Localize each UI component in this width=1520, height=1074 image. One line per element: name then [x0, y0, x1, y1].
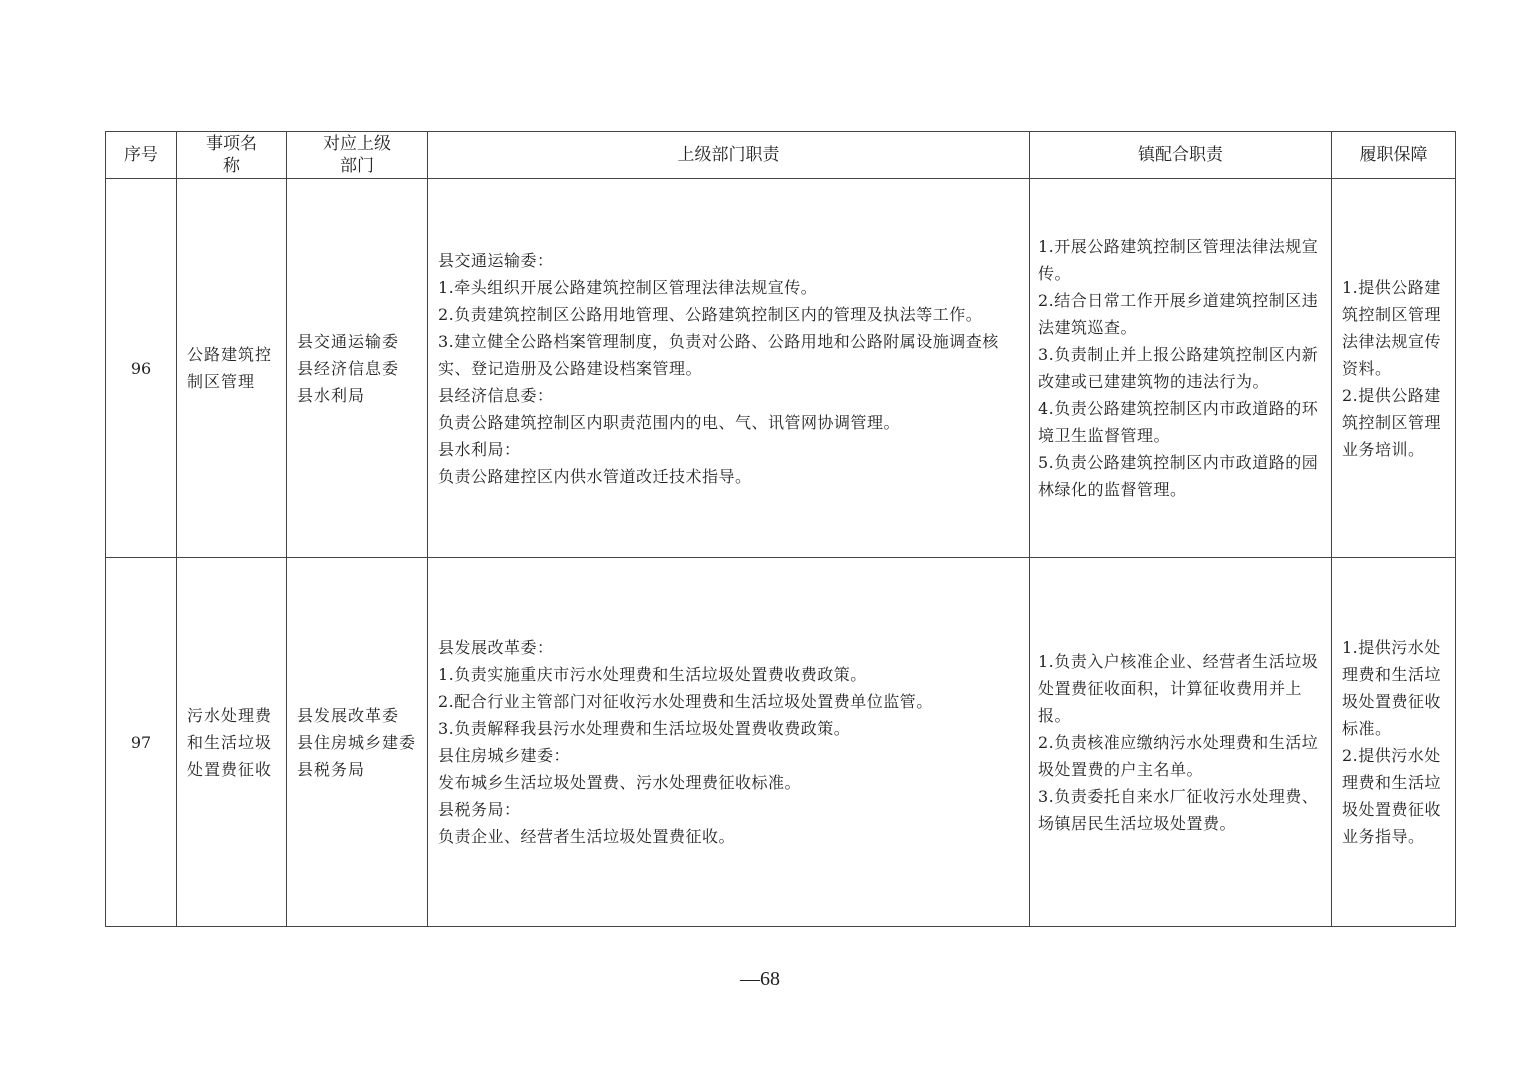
- upper-duty-line: 县住房城乡建委：: [438, 746, 571, 765]
- table-row: [106, 558, 1456, 927]
- upper-duty-line: 负责企业、经营者生活垃圾处置费征收。: [438, 827, 736, 846]
- duty-table: [105, 131, 1456, 927]
- guarantee-line: 2.提供公路建筑控制区管理业务培训。: [1342, 385, 1442, 459]
- header-dept: 对应上级部门: [287, 132, 428, 179]
- dept-cell: [287, 558, 428, 927]
- dept-line: 县交通运输委: [297, 331, 400, 351]
- upper-duty-line: 3.建立健全公路档案管理制度，负责对公路、公路用地和公路附属设施调查核实、登记造册及公路建设档案管理。: [438, 331, 999, 378]
- upper-duty-line: 县经济信息委：: [438, 385, 554, 405]
- page-number: —68: [740, 968, 780, 990]
- guarantee-line: 1.提供污水处理费和生活垃圾处置费征收标准。: [1342, 638, 1442, 738]
- header-name: 事项名称: [177, 132, 287, 179]
- guarantee-cell: [1332, 558, 1456, 927]
- row-number: 96: [106, 179, 177, 558]
- upper-duty-line: 县税务局：: [438, 800, 521, 819]
- upper-duty-line: 3.负责解释我县污水处理费和生活垃圾处置费收费政策。: [438, 719, 851, 738]
- town-duties-cell: [1030, 179, 1332, 558]
- upper-duty-line: 1.牵头组织开展公路建筑控制区管理法律法规宣传。: [438, 277, 818, 297]
- table-header-row: [106, 132, 1456, 179]
- upper-duty-line: 负责公路建控区内供水管道改迁技术指导。: [438, 466, 752, 486]
- upper-duty-line: 2.负责建筑控制区公路用地管理、公路建筑控制区内的管理及执法等工作。: [438, 304, 983, 324]
- town-duty-line: 4.负责公路建筑控制区内市政道路的环境卫生监督管理。: [1038, 399, 1319, 445]
- item-name: 公路建筑控制区管理: [177, 179, 287, 558]
- upper-duty-line: 1.负责实施重庆市污水处理费和生活垃圾处置费收费政策。: [438, 665, 867, 684]
- guarantee-line: 2.提供污水处理费和生活垃圾处置费征收业务指导。: [1342, 746, 1442, 846]
- upper-duty-line: 2.配合行业主管部门对征收污水处理费和生活垃圾处置费单位监管。: [438, 692, 933, 711]
- town-duty-line: 2.结合日常工作开展乡道建筑控制区违法建筑巡查。: [1038, 291, 1319, 337]
- upper-duty-line: 县水利局：: [438, 439, 521, 459]
- town-duty-line: 1.负责入户核准企业、经营者生活垃圾处置费征收面积，计算征收费用并上报。: [1038, 651, 1319, 725]
- town-duty-line: 5.负责公路建筑控制区内市政道路的园林绿化的监督管理。: [1038, 453, 1319, 499]
- upper-duty-line: 发布城乡生活垃圾处置费、污水处理费征收标准。: [438, 773, 802, 792]
- dept-cell: [287, 179, 428, 558]
- header-town: 镇配合职责: [1030, 132, 1332, 179]
- dept-line: 县水利局: [297, 385, 366, 405]
- dept-line: 县经济信息委: [297, 358, 400, 378]
- upper-duties-cell: [428, 558, 1030, 927]
- dept-line: 县发展改革委: [297, 705, 400, 725]
- guarantee-cell: [1332, 179, 1456, 558]
- dept-line: 县税务局: [297, 759, 366, 779]
- row-number: 97: [106, 558, 177, 927]
- town-duty-line: 1.开展公路建筑控制区管理法律法规宣传。: [1038, 237, 1319, 283]
- town-duty-line: 3.负责委托自来水厂征收污水处理费、场镇居民生活垃圾处置费。: [1038, 786, 1319, 833]
- header-guarantee: 履职保障: [1332, 132, 1456, 179]
- upper-duties-cell: [428, 179, 1030, 558]
- item-name: 污水处理费和生活垃圾处置费征收: [177, 558, 287, 927]
- header-upper: 上级部门职责: [428, 132, 1030, 179]
- upper-duty-line: 县发展改革委：: [438, 638, 554, 657]
- table-row: [106, 179, 1456, 558]
- upper-duty-line: 负责公路建筑控制区内职责范围内的电、气、讯管网协调管理。: [438, 412, 901, 432]
- dept-line: 县住房城乡建委: [297, 732, 417, 752]
- town-duty-line: 3.负责制止并上报公路建筑控制区内新改建或已建建筑物的违法行为。: [1038, 345, 1319, 391]
- upper-duty-line: 县交通运输委：: [438, 250, 554, 270]
- town-duties-cell: [1030, 558, 1332, 927]
- header-no: 序号: [106, 132, 177, 179]
- guarantee-line: 1.提供公路建筑控制区管理法律法规宣传资料。: [1342, 277, 1442, 378]
- town-duty-line: 2.负责核准应缴纳污水处理费和生活垃圾处置费的户主名单。: [1038, 732, 1319, 779]
